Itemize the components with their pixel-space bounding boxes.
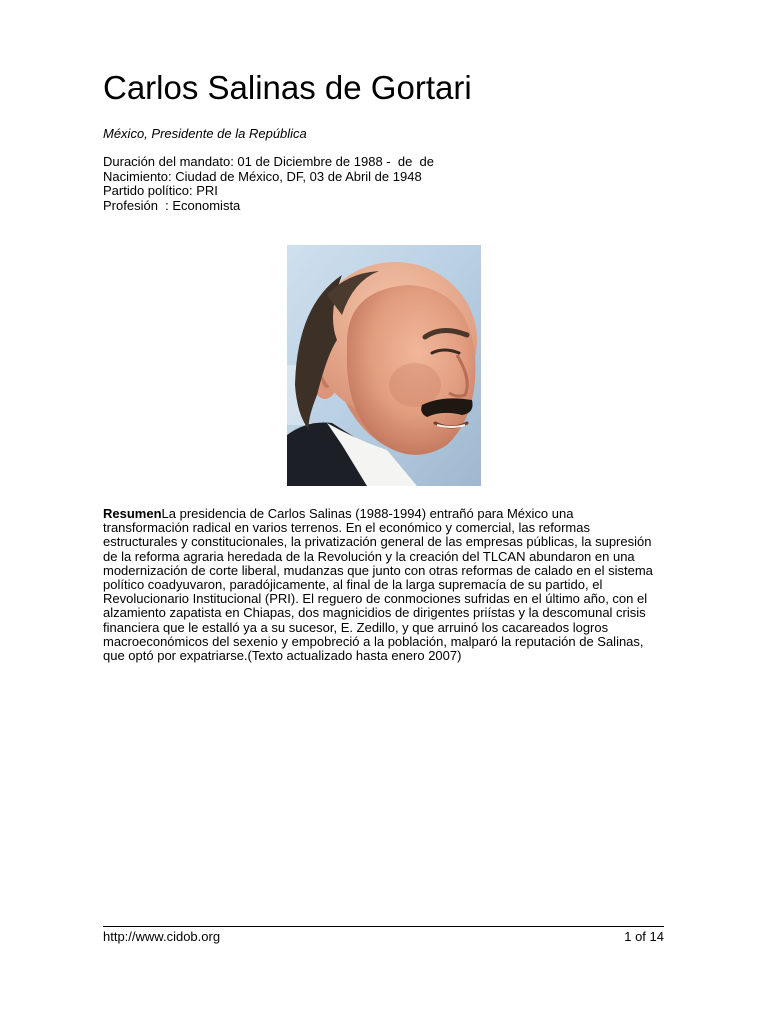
profession-line: Profesión : Economista (103, 197, 241, 213)
page-title: Carlos Salinas de Gortari (103, 69, 472, 106)
summary-label: Resumen (103, 506, 162, 521)
summary-text: La presidencia de Carlos Salinas (1988-1994) entrañó para México una transformación radical en varios terrenos. En el económico y comercial, las reformas estructurales y constitucionales, la privatización general de las empresas públicas, la supresión de la reforma agraria heredada de la Revolución y la creación del TLCAN abundaron en una modernización de corte liberal, mudanzas que junto con otras reformas de calado en el sistema político coadyuvaron, paradójicamente, al final de la larga supremacía de su partido, el Revolucionario Institucional (PRI). El reguero de conmociones sufridas en el último año, con el alzamiento zapatista en Chiapas, dos magnicidios de dirigentes priístas y la descomunal crisis financiera que le estalló ya a su sucesor, E. Zedillo, y que arruinó los cacareados logros macroeconómicos del sexenio y empobreció a la población, malparó la reputación de Salinas, que optó por expatriarse.(Texto actualizado hasta enero 2007) (103, 506, 653, 664)
summary-paragraph (103, 507, 663, 663)
birth-line: Nacimiento: Ciudad de México, DF, 03 de Abril de 1948 (103, 168, 422, 184)
portrait-photo (287, 245, 481, 486)
biographical-details (103, 155, 434, 213)
page-subtitle: México, Presidente de la República (103, 126, 307, 141)
footer-divider (103, 926, 664, 927)
page-number: 1 of 14 (624, 929, 664, 944)
footer-url[interactable]: http://www.cidob.org (103, 929, 221, 944)
term-line: Duración del mandato: 01 de Diciembre de 1988 - de de (103, 154, 434, 169)
party-line: Partido político: PRI (103, 183, 218, 199)
